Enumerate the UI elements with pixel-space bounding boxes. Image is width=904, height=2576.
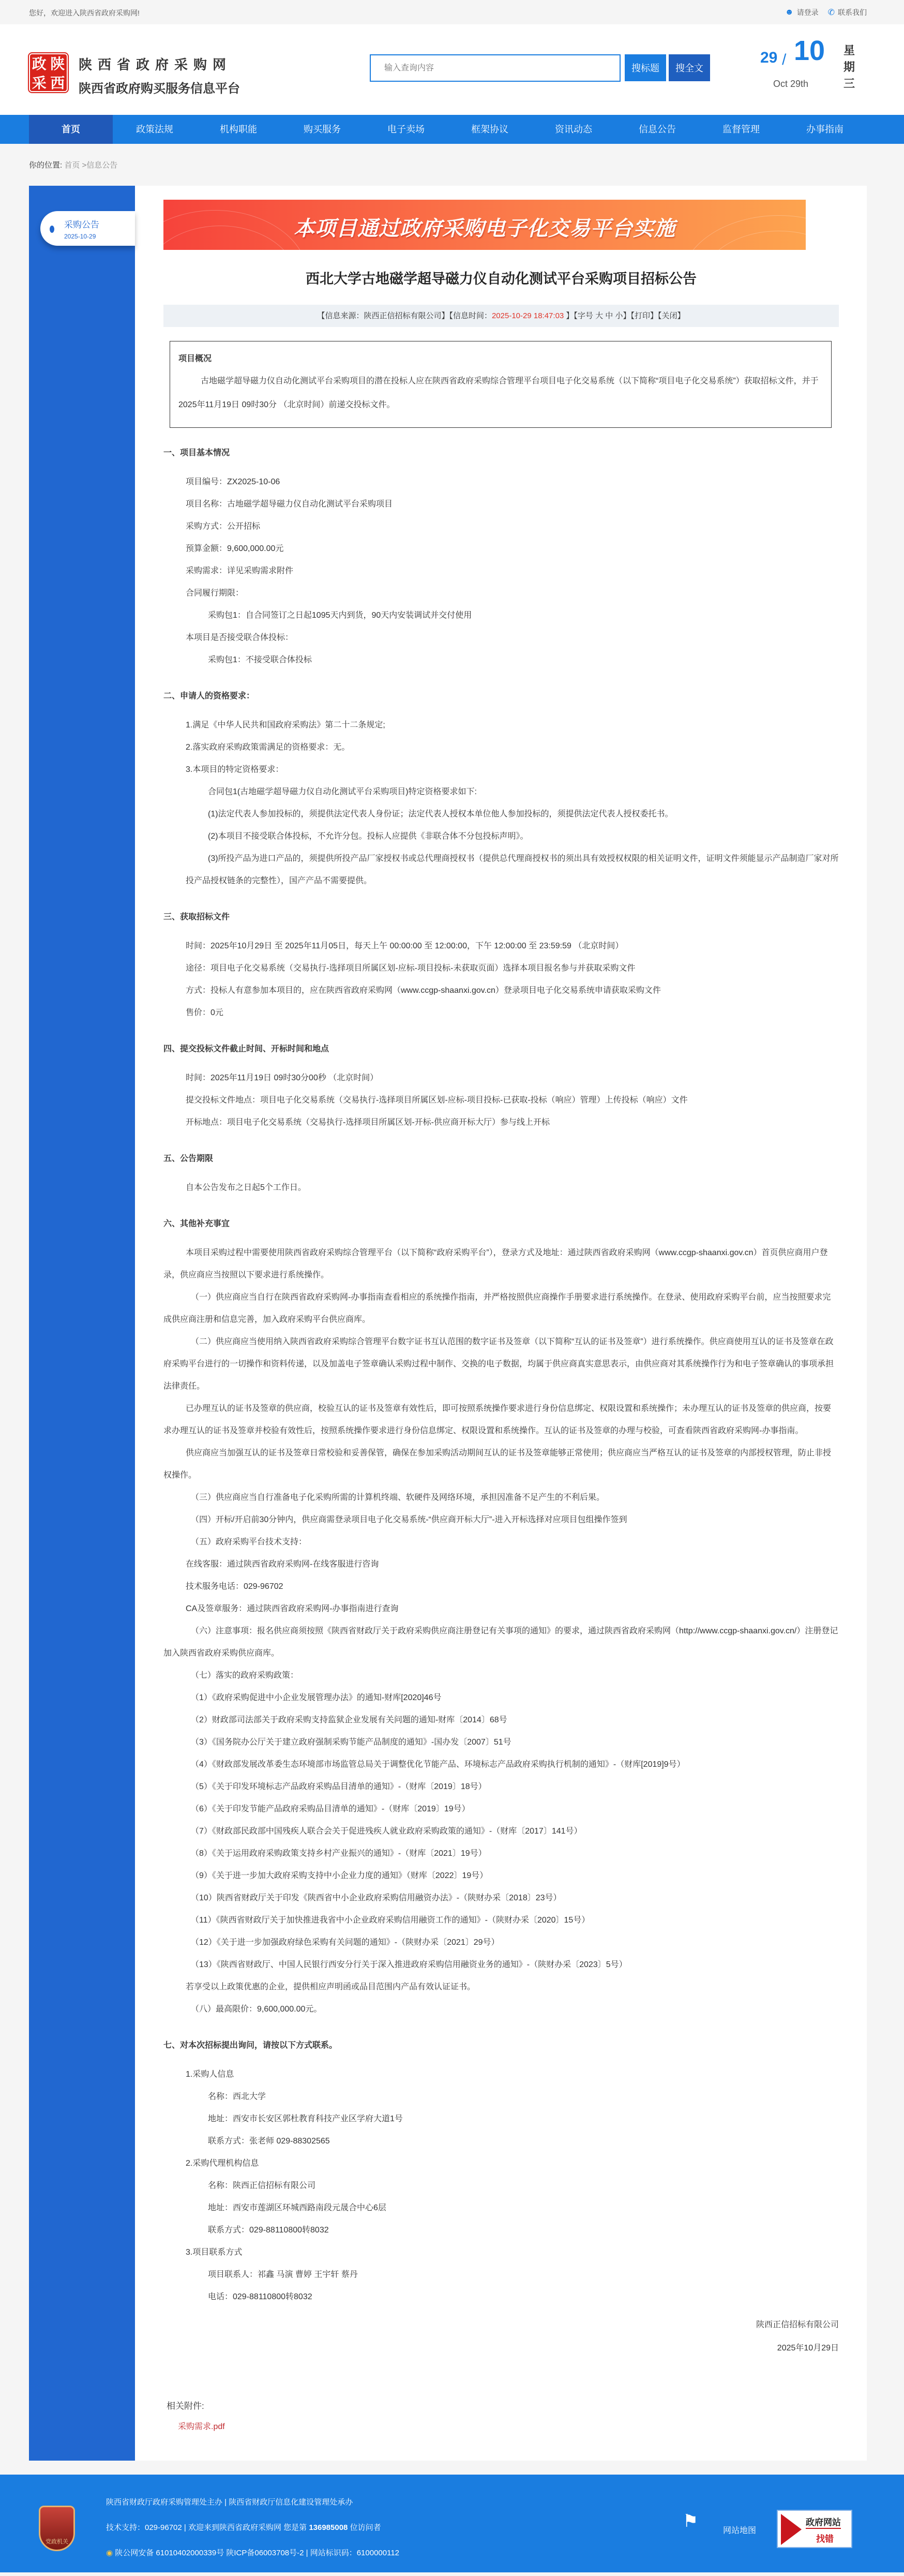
date-day: 29	[760, 49, 778, 66]
section-line: （7）《财政部民政部中国残疾人联合会关于促进残疾人就业政府采购政策的通知》-（财库〔2017〕141号）	[191, 1827, 582, 1836]
section-line: （三）供应商应当自行准备电子化采购所需的计算机终端、软硬件及网络环境，承担因准备不足产生的不利后果。	[191, 1493, 605, 1502]
logo-char: 政	[32, 56, 47, 72]
logo-char: 采	[32, 75, 47, 91]
nav-item[interactable]: 购买服务	[304, 124, 341, 135]
section-heading: 四、提交投标文件截止时间、开标时间和地点	[163, 1045, 329, 1053]
contact-label: 联系我们	[838, 8, 867, 17]
article	[163, 200, 839, 2437]
section-line: 地址：西安市长安区郭杜教育科技产业区学府大道1号	[208, 2115, 403, 2123]
overview-heading: 项目概况	[178, 354, 212, 363]
gov-site-error-report-badge[interactable]	[777, 2510, 852, 2548]
map-icon[interactable]: ⚑	[683, 2511, 699, 2531]
attachment-link[interactable]: 采购需求.pdf	[178, 2422, 225, 2431]
section-line: 2.采购代理机构信息	[186, 2159, 259, 2168]
section-line: 本项目采购过程中需要使用陕西省政府采购综合管理平台（以下简称“政府采购平台”），登录方式及地址：通过陕西省政府采购网（www.ccgp-shaanxi.gov.cn）首页供应商用户登录，供应商应当按照以下要求进行系统操作。	[163, 1248, 828, 1279]
logo-char: 西	[50, 75, 65, 91]
article-meta	[163, 305, 839, 327]
section-line: （12）《关于进一步加强政府绿色采购有关问题的通知》-（陕财办采〔2021〕29号）	[191, 1938, 500, 1947]
phone-icon: ✆	[827, 8, 835, 17]
section-line: （七）落实的政府采购政策：	[191, 1671, 299, 1680]
project-overview-box	[170, 341, 832, 428]
date-month: 10	[794, 35, 825, 66]
breadcrumb-label: 你的位置:	[29, 161, 63, 170]
login-link[interactable]	[785, 7, 819, 18]
section-line: 技术服务电话：029-96702	[186, 1582, 283, 1591]
platform-banner	[163, 200, 806, 250]
section-line: 合同履行期限：	[186, 589, 244, 598]
search-input[interactable]	[370, 54, 621, 82]
breadcrumb	[29, 159, 117, 170]
signature-date: 2025年10月29日	[777, 2344, 839, 2352]
site-subtitle: 陕西省政府购买服务信息平台	[79, 82, 240, 96]
section-line: （8）《关于运用政府采购政策支持乡村产业振兴的通知》-（财库〔2021〕19号）	[191, 1849, 487, 1858]
section-line: 电话：029-88110800转8032	[208, 2292, 312, 2301]
signature-org: 陕西正信招标有限公司	[756, 2320, 839, 2329]
section-line: 预算金额：9,600,000.00元	[186, 544, 284, 553]
section-line: (2)本项目不接受联合体投标，不允许分包。投标人应提供《非联合体不分包投标声明》。	[208, 832, 529, 841]
tab-title: 采购公告	[64, 220, 99, 230]
section-line: 3.项目联系方式	[186, 2248, 243, 2257]
sitemap-link[interactable]: 网站地图	[723, 2526, 757, 2535]
search-title-button[interactable]: 搜标题	[625, 54, 666, 81]
emblem-text: 党政机关	[46, 2539, 68, 2545]
font-size-medium[interactable]: 中	[605, 311, 613, 320]
magnifier-icon	[781, 2514, 802, 2545]
section-heading: 三、获取招标文件	[163, 913, 230, 921]
nav-item[interactable]: 框架协议	[471, 124, 508, 135]
date-english: Oct 29th	[773, 79, 809, 89]
print-button[interactable]: 【打印】	[630, 311, 658, 320]
section-line: 联系方式：张老师 029-88302565	[208, 2137, 330, 2146]
section-line: 途径：项目电子化交易系统（交易执行-选择项目所属区划-应标-项目投标-未获取页面）选择本项目报名参与并获取采购文件	[186, 964, 636, 973]
section-line: （11）《陕西省财政厅关于加快推进我省中小企业政府采购信用融资工作的通知》-（陕财办采〔2020〕15号）	[191, 1916, 590, 1925]
nav-item[interactable]: 机构职能	[220, 124, 257, 135]
article-title: 西北大学古地磁学超导磁力仪自动化测试平台采购项目招标公告	[306, 271, 697, 287]
section-line: （9）《关于进一步加大政府采购支持中小企业力度的通知》（财库〔2022〕19号）	[191, 1871, 488, 1880]
footer-support	[106, 2522, 381, 2533]
date-slash: /	[782, 51, 787, 68]
visitor-count: 136985008	[309, 2523, 348, 2532]
meta-time: 2025-10-29 18:47:03	[491, 311, 564, 320]
section-heading: 二、申请人的资格要求：	[163, 692, 255, 701]
section-line: (1)法定代表人参加投标的，须提供法定代表人身份证；法定代表人授权本单位他人参加投标的，须提供法定代表人授权委托书。	[208, 810, 673, 818]
footer	[0, 2475, 904, 2572]
section-line: 提交投标文件地点：项目电子化交易系统（交易执行-选择项目所属区划-应标-项目投标-已获取-投标（响应）管理）上传投标（响应）文件	[186, 1096, 688, 1105]
section-heading: 五、公告期限	[163, 1154, 214, 1163]
footer-sponsor: 陕西省财政厅政府采购管理处主办 | 陕西省财政厅信息化建设管理处承办	[106, 2498, 353, 2507]
section-line: 1.满足《中华人民共和国政府采购法》第二十二条规定;	[186, 721, 385, 729]
section-line: （5）《关于印发环境标志产品政府采购品目清单的通知》-（财库〔2019〕18号）	[191, 1782, 487, 1791]
section-line: （六）注意事项：报名供应商须按照《陕西省财政厅关于政府采购供应商注册登记有关事项的通知》的要求，通过陕西省政府采购网（http://www.ccgp-shaanxi.gov.cn/）注册登记加入陕西省政府采购供应商库。	[163, 1627, 838, 1658]
user-icon: ☻	[785, 8, 794, 17]
attachments-label: 相关附件:	[167, 2401, 204, 2411]
main-nav	[0, 115, 904, 144]
section-line: （八）最高限价：9,600,000.00元。	[191, 2005, 322, 2014]
badge-bottom-text: 找错	[816, 2534, 834, 2544]
section-line: 自本公告发布之日起5个工作日。	[186, 1183, 306, 1192]
section-line: 本项目是否接受联合体投标：	[186, 633, 294, 642]
support-text: 技术支持：029-96702 | 欢迎来到陕西省政府采购网 您是第	[106, 2523, 309, 2532]
overview-text: 古地磁学超导磁力仪自动化测试平台采购项目的潜在投标人应在陕西省政府采购综合管理平台项目电子化交易系统（以下简称“项目电子化交易系统”）获取招标文件，并于 2025年11月19日 09时30分 （北京时间）前递交投标文件。	[178, 377, 819, 409]
section-line: 采购方式：公开招标	[186, 522, 261, 531]
logo-char: 陕	[50, 56, 65, 72]
top-bar	[0, 0, 904, 24]
meta-bracket: 】	[623, 311, 631, 320]
section-line: （一）供应商应当自行在陕西省政府采购网-办事指南查看相应的系统操作指南，并严格按照供应商操作手册要求进行系统操作。在登录、使用政府采购平台前，应当按照要求完成供应商注册和信息完善，加入政府采购平台供应商库。	[163, 1293, 831, 1324]
section-line: 时间：2025年11月19日 09时30分00秒 （北京时间）	[186, 1074, 379, 1082]
search-fulltext-button[interactable]: 搜全文	[669, 54, 710, 81]
section-line: 项目名称：古地磁学超导磁力仪自动化测试平台采购项目	[186, 500, 393, 509]
tab-date: 2025-10-29	[64, 233, 96, 240]
section-line: （五）政府采购平台技术支持：	[191, 1538, 307, 1546]
breadcrumb-path[interactable]: 首页 >信息公告	[64, 161, 118, 170]
sidebar	[29, 186, 135, 2461]
meta-size-label: 】【字号	[564, 311, 596, 320]
section-line: 联系方式：029-88110800转8032	[208, 2226, 329, 2235]
badge-top-text: 政府网站	[806, 2515, 841, 2529]
section-line: 方式：投标人有意参加本项目的，应在陕西省政府采购网（www.ccgp-shaanxi.gov.cn）登录项目电子化交易系统申请获取采购文件	[186, 986, 661, 995]
banner-text: 本项目通过政府采购电子化交易平台实施	[294, 217, 675, 240]
section-heading: 一、项目基本情况	[163, 449, 230, 457]
nav-item[interactable]: 监督管理	[722, 124, 760, 135]
section-line: 项目联系人：祁鑫 马演 曹婷 王宇轩 蔡丹	[208, 2270, 358, 2279]
section-line: 采购包1：自合同签订之日起1095天内到货，90天内安装调试并交付使用	[208, 611, 472, 620]
section-line: （10）陕西省财政厅关于印发《陕西省中小企业政府采购信用融资办法》-（陕财办采〔2018〕23号）	[191, 1894, 562, 1902]
section-line: （1）《政府采购促进中小企业发展管理办法》的通知-财库[2020]46号	[191, 1693, 442, 1702]
attachments-list	[163, 2417, 839, 2437]
section-line: (3)所投产品为进口产品的，须提供所投产品厂家授权书或总代理商授权书（提供总代理商授权书的须出具有效授权权限的相关证明文件，证明文件须能显示产品制造厂家对所投产品授权链条的完整性），国产产品不需要提供。	[186, 854, 839, 885]
section-line: 2.落实政府采购政策需满足的资格要求：无。	[186, 743, 350, 752]
bullet-icon	[50, 226, 54, 233]
sidebar-tab-procurement-notice[interactable]	[40, 211, 135, 246]
section-line: （4）《财政部发展改革委生态环境部市场监管总局关于调整优化节能产品、环境标志产品政府采购执行机制的通知》-（财库[2019]9号）	[191, 1760, 685, 1769]
section-line: 3.本项目的特定资格要求：	[186, 765, 284, 774]
section-line: 若享受以上政策优惠的企业，提供相应声明函或品目范围内产品有效认证证书。	[186, 1983, 476, 1991]
section-line: 项目编号：ZX2025-10-06	[186, 478, 280, 486]
nav-item[interactable]: 政策法规	[136, 124, 173, 135]
font-size-large[interactable]: 大	[595, 311, 604, 320]
section-line: 供应商应当加强互认的证书及签章日常校验和妥善保管，确保在参加采购活动期间互认的证书及签章能够正常使用；供应商应当严格互认的证书及签章的内部授权管理，防止非授权操作。	[163, 1449, 832, 1480]
section-line: 合同包1(古地磁学超导磁力仪自动化测试平台采购项目)特定资格要求如下:	[208, 787, 477, 796]
section-line: 名称：西北大学	[208, 2092, 266, 2101]
footer-icp	[106, 2547, 399, 2558]
nav-item[interactable]: 资讯动态	[555, 124, 592, 135]
section-line: 售价：0元	[186, 1008, 223, 1017]
article-body	[163, 442, 839, 2308]
section-line: 1.采购人信息	[186, 2070, 234, 2079]
section-line: （3）《国务院办公厅关于建立政府强制采购节能产品制度的通知》-国办发〔2007〕51号	[191, 1738, 511, 1747]
site-logo[interactable]	[29, 53, 68, 92]
party-gov-emblem[interactable]	[39, 2506, 75, 2551]
section-line: 采购需求：详见采购需求附件	[186, 567, 294, 575]
login-label: 请登录	[796, 8, 819, 17]
section-line: 地址：西安市莲湖区环城西路南段元晟合中心6层	[208, 2203, 386, 2212]
section-line: （13）《陕西省财政厅、中国人民银行西安分行关于深入推进政府采购信用融资业务的通知》-（陕财办采〔2023〕5号）	[191, 1960, 627, 1969]
section-heading: 七、对本次招标提出询问，请按以下方式联系。	[163, 2041, 338, 2050]
section-line: （2）财政部司法部关于政府采购支持监狱企业发展有关问题的通知-财库〔2014〕68号	[191, 1716, 507, 1724]
section-line: 时间：2025年10月29日 至 2025年11月05日，每天上午 00:00:00 至 12:00:00，下午 12:00:00 至 23:59:59 （北京时间）	[186, 942, 624, 950]
nav-item[interactable]: 电子卖场	[387, 124, 425, 135]
section-line: 在线客服：通过陕西省政府采购网-在线客服进行咨询	[186, 1560, 379, 1569]
section-line: 已办理互认的证书及签章的供应商，校验互认的证书及签章有效性后，即可按照系统操作要求进行身份信息绑定、权限设置和系统操作；未办理互认的证书及签章的供应商，按要求办理互认的证书及签章并校验有效性后，按照系统操作要求进行身份信息绑定、权限设置和系统操作。互认的证书及签章的办理与校验，可查看陕西省政府采购网-办事指南。	[163, 1404, 832, 1435]
nav-item[interactable]: 首页	[29, 115, 113, 144]
section-heading: 六、其他补充事宜	[163, 1219, 230, 1228]
date-weekday: 星期三	[843, 44, 855, 90]
welcome-text: 您好，欢迎进入陕西省政府采购网!	[29, 9, 140, 17]
section-line: （四）开标/开启前30分钟内，供应商需登录项目电子化交易系统-“供应商开标大厅”-进入开标选择对应项目包组操作签到	[191, 1515, 627, 1524]
icp-text[interactable]: 陕公网安备 61010402000339号 陕ICP备06003708号-2 | 网站标识码：6100000112	[115, 2549, 400, 2557]
font-size-small[interactable]: 小	[615, 311, 623, 320]
nav-item[interactable]: 信息公告	[639, 124, 676, 135]
close-button[interactable]: 【关闭】	[658, 311, 685, 320]
section-line: 名称：陕西正信招标有限公司	[208, 2181, 316, 2190]
contact-link[interactable]	[828, 7, 867, 18]
section-line: （二）供应商应当使用纳入陕西省政府采购综合管理平台数字证书互认范围的数字证书及签章（以下简称“互认的证书及签章”）进行系统操作。供应商使用互认的证书及签章在政府采购平台进行的一切操作和资料传递，以及加盖电子签章确认采购过程中制作、交换的电子数据，均属于供应商真实意思表示，由供应商对其系统操作行为和电子签章确认的事项承担法律责任。	[163, 1337, 834, 1391]
meta-source: 【信息来源：陕西正信招标有限公司】【信息时间：	[317, 311, 492, 320]
site-header	[0, 24, 904, 115]
section-line: CA及签章服务：通过陕西省政府采购网-办事指南进行查询	[186, 1604, 399, 1613]
visitor-suffix: 位访问者	[348, 2523, 381, 2532]
section-line: （6）《关于印发节能产品政府采购品目清单的通知》-（财库〔2019〕19号）	[191, 1805, 470, 1813]
section-line: 采购包1：不接受联合体投标	[208, 656, 312, 664]
nav-item[interactable]: 办事指南	[806, 124, 843, 135]
police-badge-icon: ◉	[106, 2549, 113, 2557]
site-title: 陕西省政府采购网	[79, 57, 232, 72]
section-line: 开标地点：项目电子化交易系统（交易执行-选择项目所属区划-开标-供应商开标大厅）参与线上开标	[186, 1118, 550, 1127]
